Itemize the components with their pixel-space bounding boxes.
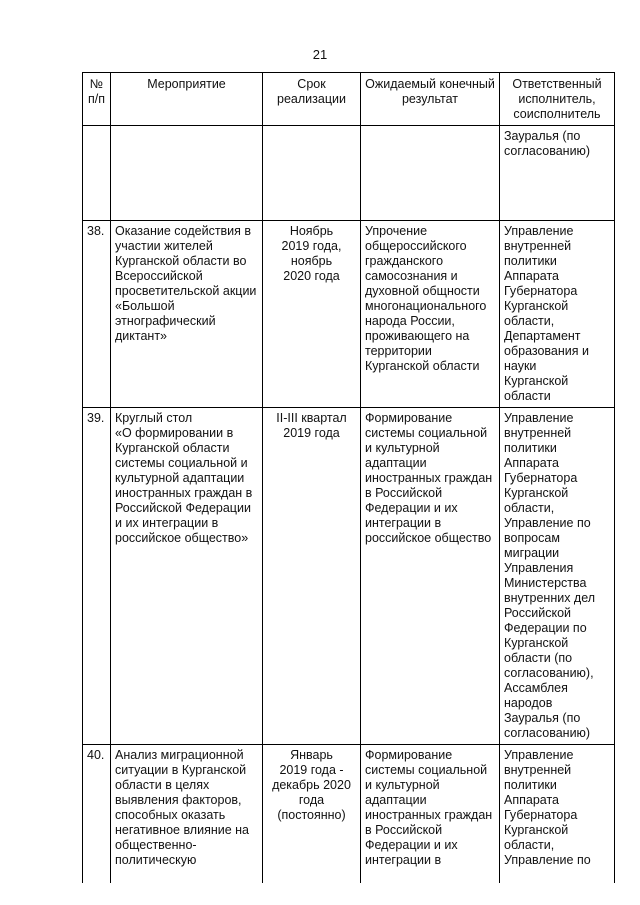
cell-responsible: Управление внутренней политики Аппарата Губернатора Курганской области, Управление по	[500, 745, 615, 884]
cell-term: Ноябрь 2019 года, ноябрь 2020 года	[263, 221, 361, 408]
cell-term: II-III квартал 2019 года	[263, 408, 361, 745]
header-event: Мероприятие	[111, 73, 263, 126]
cell-responsible: Зауралья (по согласованию)	[500, 126, 615, 221]
cell-result	[361, 126, 500, 221]
table-row-continuation	[83, 126, 615, 221]
cell-num: 40.	[83, 745, 111, 884]
events-table	[82, 72, 615, 883]
cell-result: Упрочение общероссийского гражданского самосознания и духовной общности многонационального народа России, проживающего на территории Курганской области	[361, 221, 500, 408]
cell-num: 38.	[83, 221, 111, 408]
cell-responsible: Управление внутренней политики Аппарата Губернатора Курганской области, Управление по вопросам миграции Управления Министерства внутренних дел Российской Федерации по Курганской области (по согласованию), Ассамблея народов Зауралья (по согласованию)	[500, 408, 615, 745]
cell-num	[83, 126, 111, 221]
cell-result: Формирование системы социальной и культурной адаптации иностранных граждан в Российской Федерации и их интеграции в российское общество	[361, 408, 500, 745]
page-number: 21	[312, 47, 328, 62]
table-row	[83, 408, 615, 745]
cell-term	[263, 126, 361, 221]
header-term: Срок реализации	[263, 73, 361, 126]
cell-event: Оказание содействия в участии жителей Курганской области во Всероссийской просветительской акции «Большой этнографический диктант»	[111, 221, 263, 408]
cell-event	[111, 126, 263, 221]
table-row	[83, 221, 615, 408]
cell-num: 39.	[83, 408, 111, 745]
header-responsible: Ответственный исполнитель, соисполнитель	[500, 73, 615, 126]
cell-responsible: Управление внутренней политики Аппарата Губернатора Курганской области, Департамент образования и науки Курганской области	[500, 221, 615, 408]
cell-result: Формирование системы социальной и культурной адаптации иностранных граждан в Российской Федерации и их интеграции в	[361, 745, 500, 884]
table-row	[83, 745, 615, 884]
header-num: № п/п	[83, 73, 111, 126]
cell-term: Январь 2019 года - декабрь 2020 года (постоянно)	[263, 745, 361, 884]
cell-event: Круглый стол «О формировании в Курганской области системы социальной и культурной адаптации иностранных граждан в Российской Федерации и их интеграции в российское общество»	[111, 408, 263, 745]
cell-event: Анализ миграционной ситуации в Курганской области в целях выявления факторов, способных оказать негативное влияние на общественно- политическую	[111, 745, 263, 884]
table-header-row	[83, 73, 615, 126]
header-result: Ожидаемый конечный результат	[361, 73, 500, 126]
